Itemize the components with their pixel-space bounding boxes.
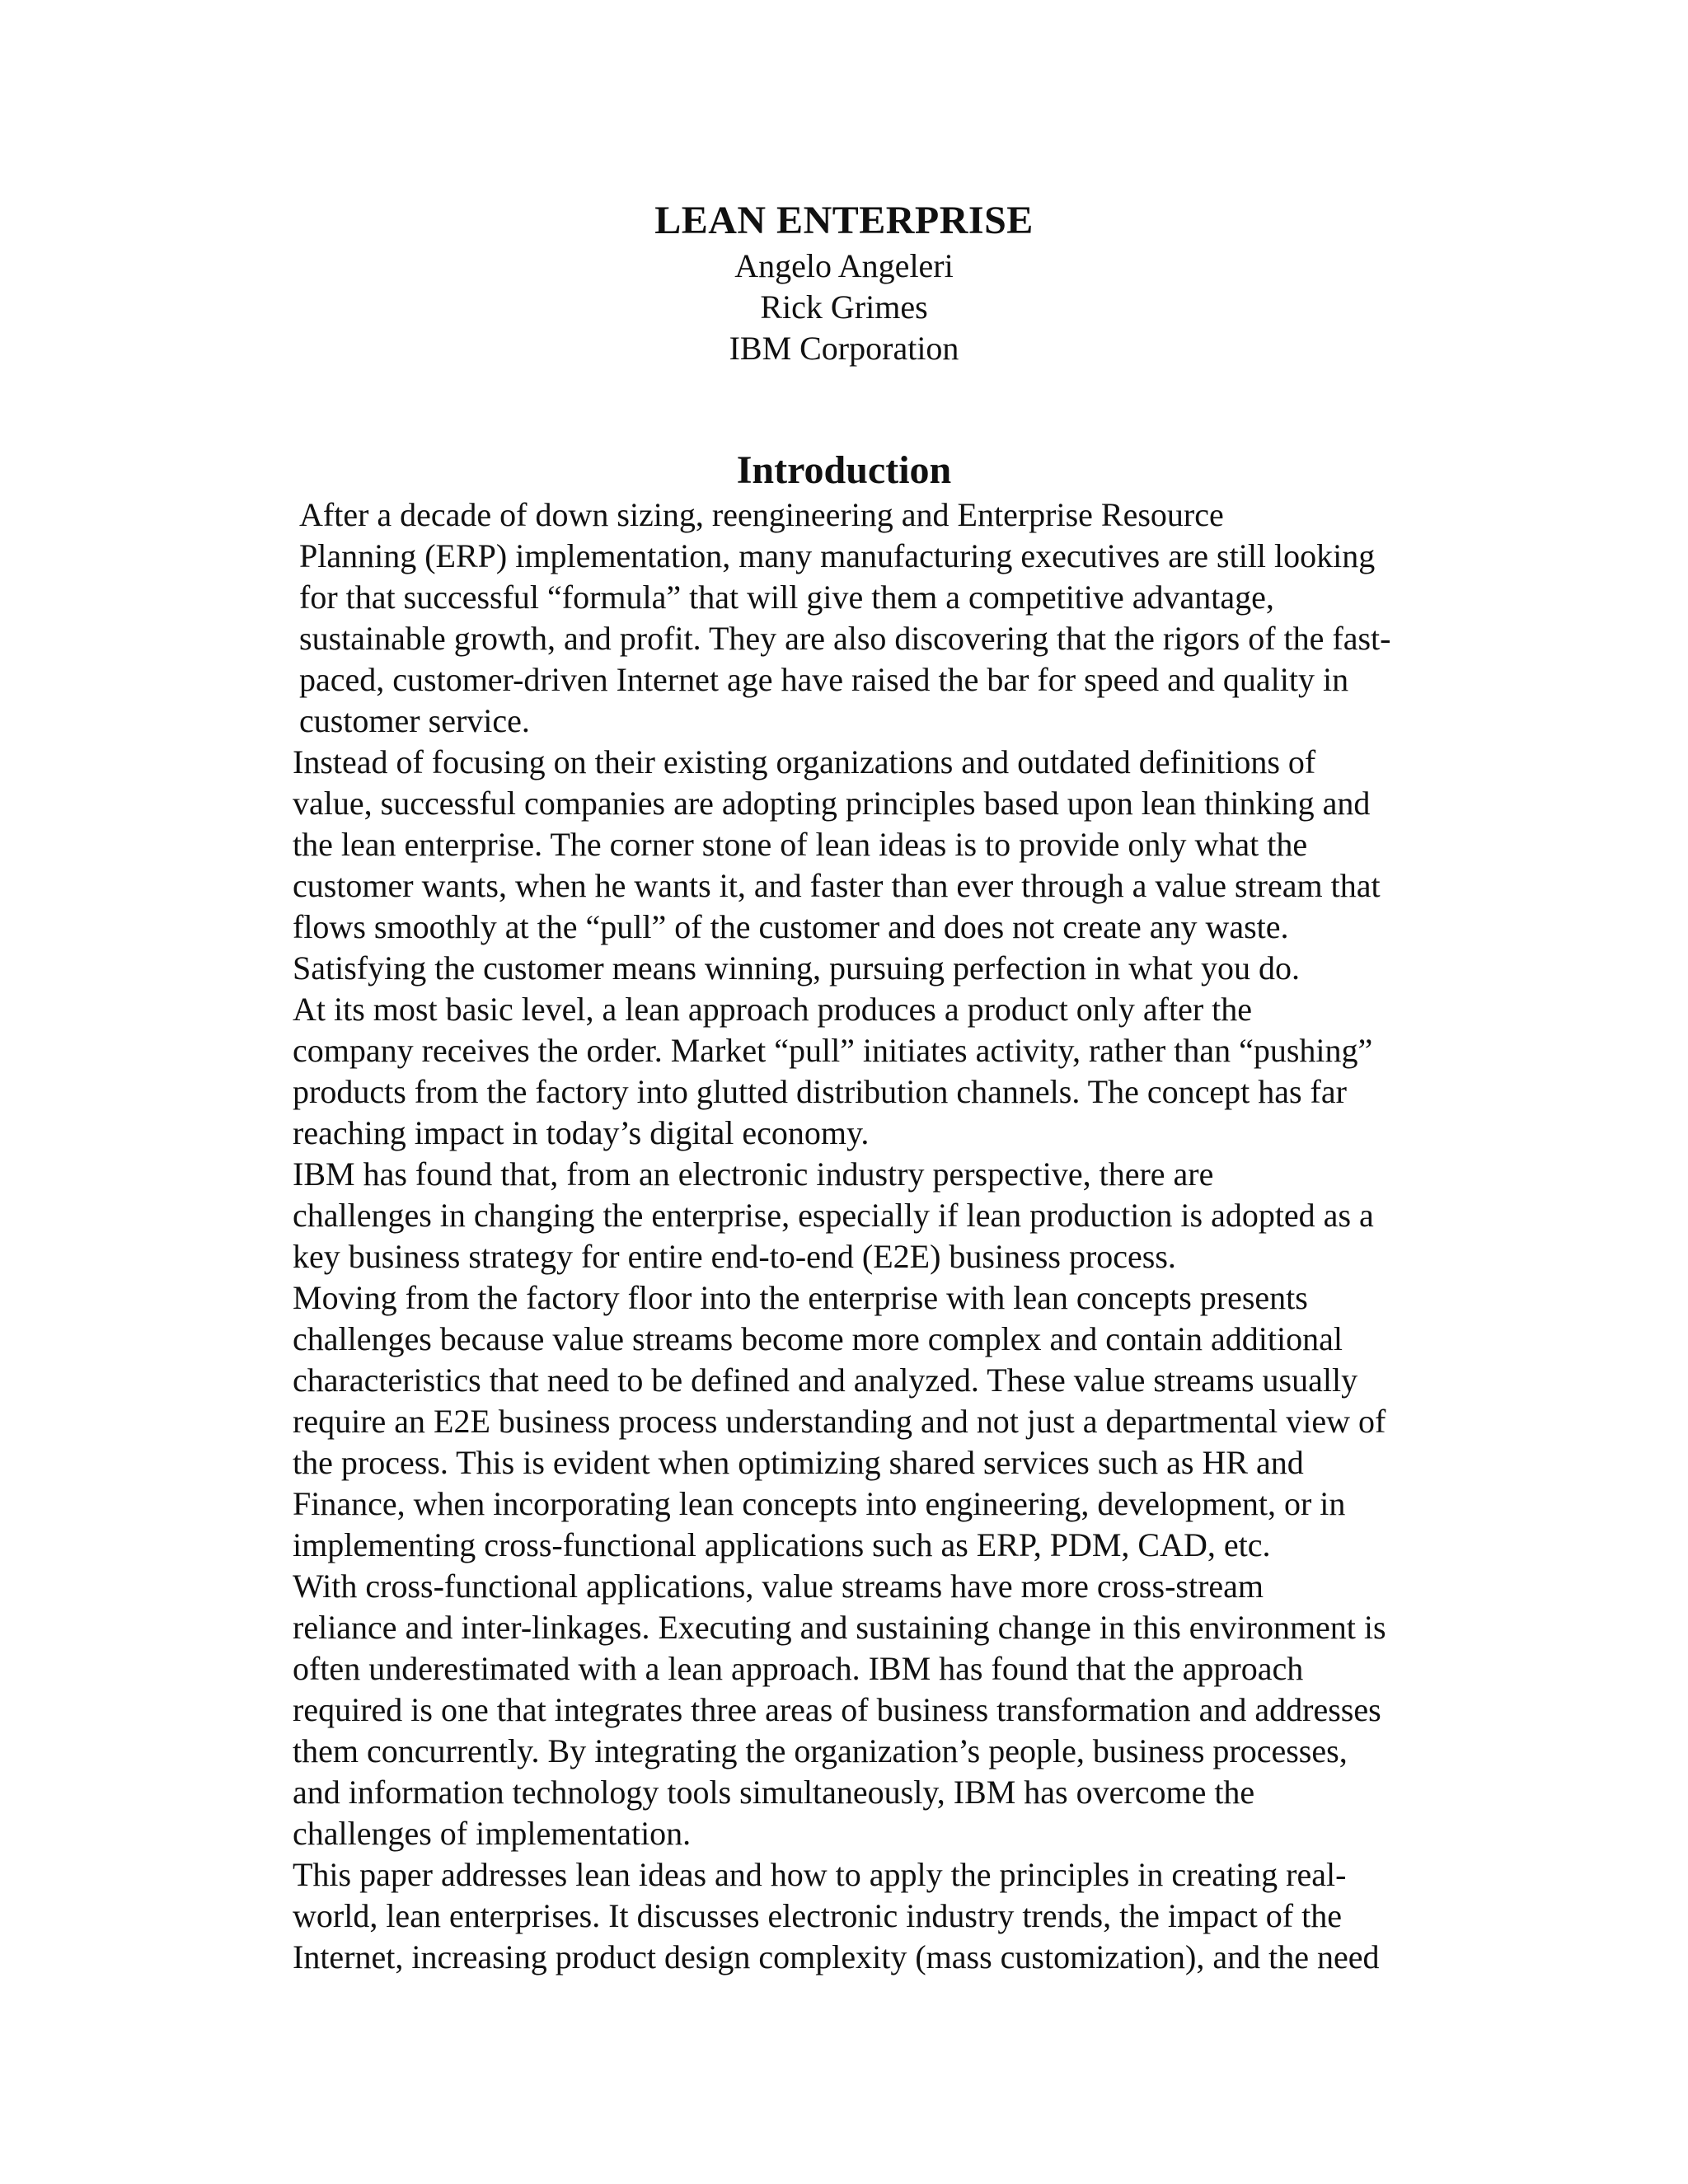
title-block	[0, 196, 1688, 369]
text-line: IBM has found that, from an electronic industry perspective, there are	[293, 1155, 1214, 1193]
text-line: value, successful companies are adopting principles based upon lean thinking and	[293, 785, 1371, 822]
text-line: Moving from the factory floor into the enterprise with lean concepts presents	[293, 1279, 1308, 1316]
paper-title: LEAN ENTERPRISE	[654, 199, 1034, 242]
author-name: Angelo Angeleri	[734, 247, 954, 284]
text-line: and information technology tools simultaneously, IBM has overcome the	[293, 1774, 1255, 1811]
text-line: require an E2E business process understanding and not just a departmental view of	[293, 1403, 1386, 1440]
text-line: sustainable growth, and profit. They are also discovering that the rigors of the fast-	[299, 620, 1391, 657]
text-line: paced, customer-driven Internet age have raised the bar for speed and quality in	[299, 661, 1349, 698]
body-paragraph	[247, 494, 1438, 742]
text-line: reaching impact in today’s digital economy.	[293, 1114, 870, 1151]
text-line: At its most basic level, a lean approach produces a product only after the	[293, 991, 1253, 1028]
text-line: the process. This is evident when optimizing shared services such as HR and	[293, 1444, 1304, 1481]
text-line: challenges because value streams become more complex and contain additional	[293, 1320, 1343, 1357]
body-paragraph	[247, 989, 1438, 1154]
body-paragraph	[247, 742, 1438, 989]
text-line: the lean enterprise. The corner stone of lean ideas is to provide only what the	[293, 826, 1308, 863]
author-affiliation: IBM Corporation	[729, 330, 959, 367]
text-line: key business strategy for entire end-to-end (E2E) business process.	[293, 1238, 1176, 1275]
text-line: often underestimated with a lean approach. IBM has found that the approach	[293, 1650, 1304, 1687]
author-name: Rick Grimes	[760, 288, 928, 326]
text-line: implementing cross-functional applications such as ERP, PDM, CAD, etc.	[293, 1526, 1271, 1563]
text-line: After a decade of down sizing, reengineering and Enterprise Resource	[299, 496, 1224, 533]
section-heading: Introduction	[736, 448, 952, 492]
text-line: flows smoothly at the “pull” of the customer and does not create any waste.	[293, 908, 1289, 945]
text-line: world, lean enterprises. It discusses electronic industry trends, the impact of the	[293, 1897, 1342, 1934]
text-line: company receives the order. Market “pull” initiates activity, rather than “pushing”	[293, 1032, 1373, 1069]
text-line: products from the factory into glutted distribution channels. The concept has far	[293, 1073, 1347, 1110]
text-line: Internet, increasing product design complexity (mass customization), and the need	[293, 1938, 1380, 1975]
text-line: customer wants, when he wants it, and faster than ever through a value stream that	[293, 867, 1381, 904]
body-paragraph	[247, 1854, 1438, 1978]
text-line: Instead of focusing on their existing organizations and outdated definitions of	[293, 743, 1316, 780]
text-line: Finance, when incorporating lean concepts into engineering, development, or in	[293, 1485, 1346, 1522]
body-paragraph	[247, 1566, 1438, 1854]
body-paragraph	[247, 1277, 1438, 1566]
text-line: required is one that integrates three areas of business transformation and addresses	[293, 1691, 1381, 1728]
text-line: With cross-functional applications, value streams have more cross-stream	[293, 1568, 1264, 1605]
text-line: reliance and inter-linkages. Executing and sustaining change in this environment is	[293, 1609, 1386, 1646]
text-line: Planning (ERP) implementation, many manufacturing executives are still looking	[299, 537, 1376, 574]
section-body	[247, 494, 1438, 1978]
text-line: for that successful “formula” that will give them a competitive advantage,	[299, 579, 1274, 616]
text-line: This paper addresses lean ideas and how to apply the principles in creating real-	[293, 1856, 1347, 1893]
text-line: challenges in changing the enterprise, especially if lean production is adopted as a	[293, 1197, 1374, 1234]
text-line: them concurrently. By integrating the organization’s people, business processes,	[293, 1732, 1348, 1769]
text-line: customer service.	[299, 702, 530, 739]
body-paragraph	[247, 1154, 1438, 1277]
text-line: characteristics that need to be defined and analyzed. These value streams usually	[293, 1361, 1358, 1399]
text-line: Satisfying the customer means winning, pursuing perfection in what you do.	[293, 949, 1301, 987]
text-line: challenges of implementation.	[293, 1815, 692, 1852]
